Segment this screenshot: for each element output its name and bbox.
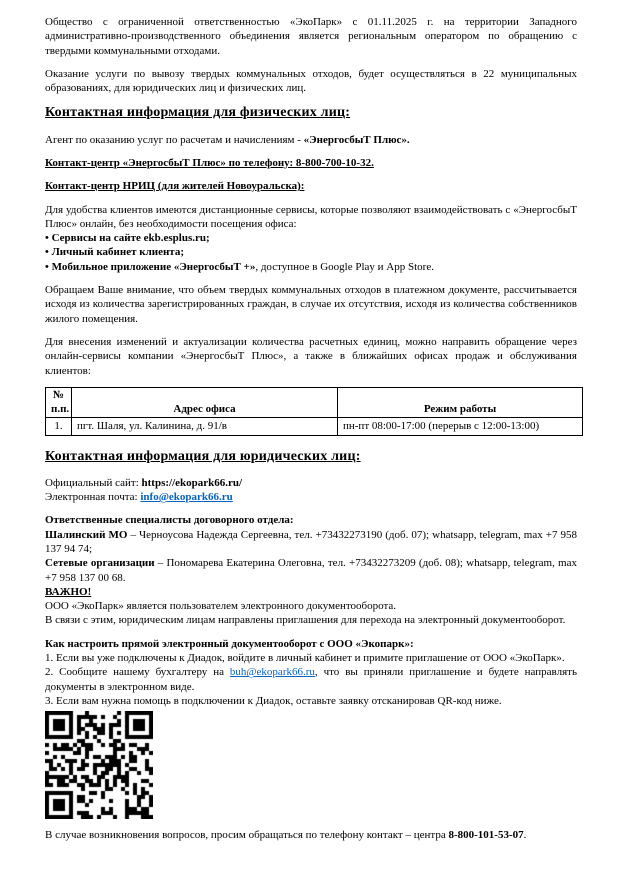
note-changes-paragraph: Для внесения изменений и актуализации количества расчетных единиц, можно направить обращение через онлайн-сервисы компании «ЭнергосбыТ Плюс», а также в ближайших офисах продаж и обслуживания клиентов: [45, 335, 577, 377]
column-header-num-line2: п.п. [51, 402, 70, 415]
specialist-shalinsky-line [45, 528, 577, 557]
services-list [45, 231, 577, 274]
site-email-block [45, 476, 577, 505]
site-label: Официальный сайт: [45, 476, 142, 489]
note-volume-paragraph: Обращаем Ваше внимание, что объем твердых коммунальных отходов в платежном документе, рассчитывается исходя из количества зарегистрированных граждан, в случае их отсутствия, исходя из количества собственников жилого помещения. [45, 284, 577, 325]
footer-phone: 8-800-101-53-07 [448, 829, 524, 842]
edo-step-1: 1. Если вы уже подключены к Диадок, войдите в личный кабинет и примите приглашение от ООО «ЭкоПарк». [45, 652, 565, 665]
specialists-heading-text: Ответственные специалисты договорного отдела: [45, 514, 294, 527]
bullet-cabinet: • Личный кабинет клиента; [45, 246, 185, 259]
list-item [45, 245, 577, 259]
specialist-network-details: – Пономарева Екатерина Олеговна, тел. +73432273209 (доб. 08); whatsapp, telegram, max +7 958 137 00 68. [45, 557, 577, 584]
edo-step-2 [45, 665, 577, 694]
contact-center-phone-line: Контакт-центр «ЭнергосбыТ Плюс» по телефону: 8-800-700-10-32. [45, 156, 374, 169]
column-header-schedule: Режим работы [338, 387, 583, 418]
contact-center-nric-line: Контакт-центр НРИЦ (для жителей Новоуральска): [45, 180, 305, 193]
bullet-site: • Сервисы на сайте ekb.esplus.ru; [45, 232, 210, 245]
services-intro: Для удобства клиентов имеются дистанционные сервисы, которые позволяют взаимодействовать с «ЭнергосбыТ Плюс» онлайн, без необходимости посещения офиса: [45, 203, 577, 230]
edo-heading-line [45, 637, 577, 651]
specialists-heading [45, 513, 577, 527]
column-header-num-line1: № [52, 388, 65, 401]
edo-step-3: 3. Если вам нужна помощь в подключении к Диадок, оставьте заявку отсканировав QR-код ниже. [45, 694, 502, 707]
bullet-app: • Мобильное приложение «ЭнергосбыТ +» [45, 260, 256, 273]
specialist-shalinsky-name: Шалинский МО [45, 528, 128, 541]
footer-text: В случае возникновения вопросов, просим обращаться по телефону контакт – центра [45, 829, 449, 842]
column-header-address: Адрес офиса [72, 387, 338, 418]
edo-step-2-suffix: , что вы приняли приглашение и будете направлять документы в электронном виде. [45, 666, 577, 693]
agent-line-prefix: Агент по оказанию услуг по расчетам и начислениям - [45, 133, 304, 146]
important-label-line [45, 585, 577, 599]
table-row [46, 418, 583, 435]
footer-period: . [523, 829, 527, 842]
list-item [45, 231, 577, 245]
offices-table [45, 387, 583, 436]
specialist-network-name: Сетевые организации [45, 557, 155, 570]
column-header-num [46, 387, 72, 418]
list-item [45, 260, 577, 274]
specialist-network-line [45, 556, 577, 585]
important-paragraph-1: ООО «ЭкоПарк» является пользователем электронного документооборота. [45, 600, 397, 613]
email-label: Электронная почта: [45, 491, 141, 504]
qr-code [45, 711, 153, 819]
bullet-app-rest: , доступное в Google Play и App Store. [255, 260, 434, 273]
important-paragraph-2: В связи с этим, юридическим лицам направлены приглашения для перехода на электронный документооборот. [45, 614, 566, 627]
site-url: https://ekopark66.ru/ [141, 476, 243, 489]
agent-line [45, 133, 577, 147]
email-link[interactable]: info@ekopark66.ru [140, 491, 233, 504]
office-num: 1. [46, 418, 72, 435]
important-label: ВАЖНО! [45, 585, 92, 598]
table-header-row [46, 387, 583, 418]
specialist-shalinsky-details: – Черноусова Надежда Сергеевна, тел. +73432273190 (доб. 07); whatsapp, telegram, max +7 958 137 94 74; [45, 528, 577, 555]
agent-line-company: «ЭнергосбыТ Плюс». [303, 133, 410, 146]
office-schedule: пн-пт 08:00-17:00 (перерыв с 12:00-13:00) [338, 418, 583, 435]
edo-step-2-prefix: 2. Сообщите нашему бухгалтеру на [45, 666, 230, 679]
office-address: пгт. Шаля, ул. Калинина, д. 91/в [72, 418, 338, 435]
individuals-heading: Контактная информация для физических лиц: [45, 105, 351, 121]
intro-paragraph-operator: Общество с ограниченной ответственностью «ЭкоПарк» с 01.11.2025 г. на территории Западного административно-производственного объединения является региональным оператором по обращению с твердыми коммунальными отходами. [45, 16, 577, 57]
intro-paragraph-service: Оказание услуги по вывозу твердых коммунальных отходов, будет осуществляться в 22 муниципальных образованиях, для юридических лиц и физических лиц. [45, 67, 577, 95]
edo-heading: Как настроить прямой электронный документооборот с ООО «Экопарк»: [45, 637, 414, 650]
buh-email-link[interactable]: buh@ekopark66.ru [229, 666, 315, 679]
footer-line [45, 828, 577, 842]
legal-heading: Контактная информация для юридических лиц: [45, 448, 361, 464]
